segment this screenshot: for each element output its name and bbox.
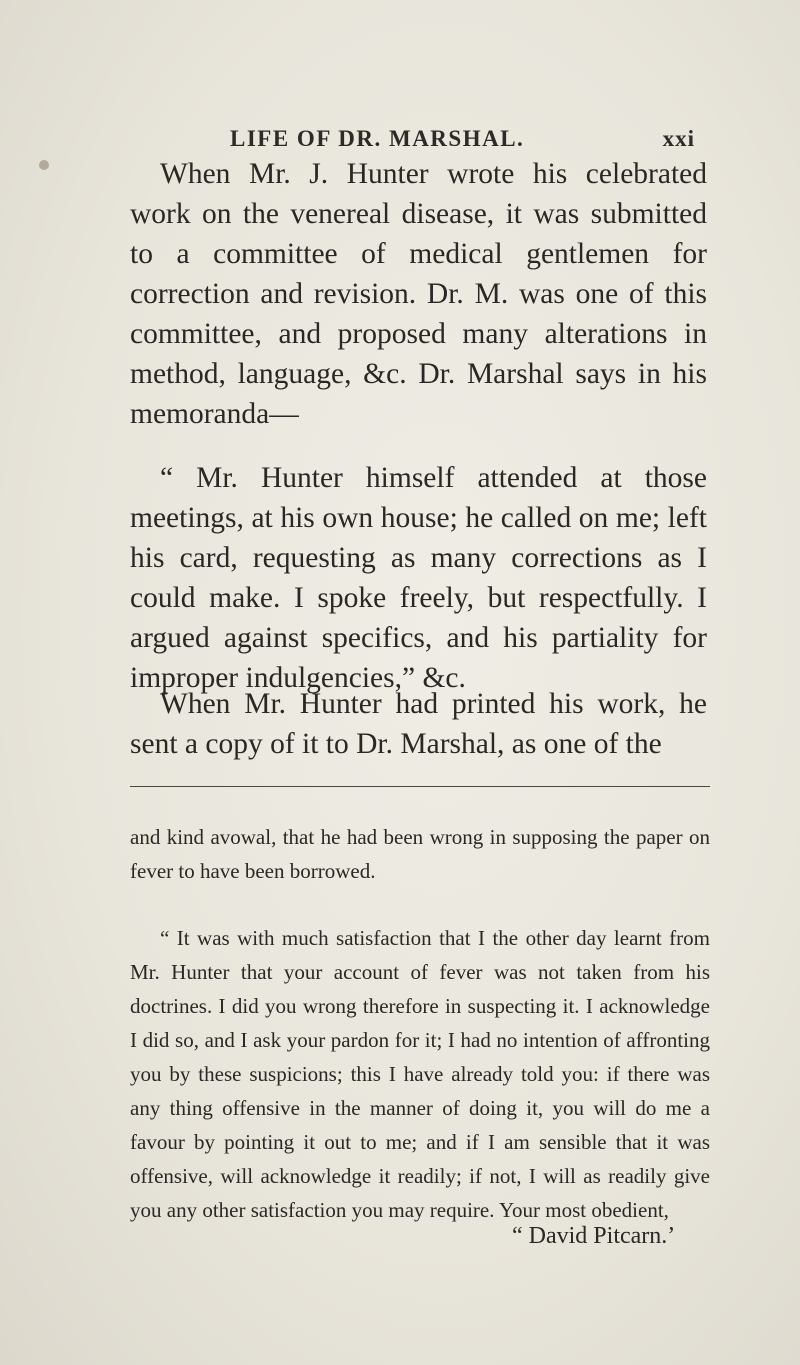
ink-blot [39,160,49,170]
paragraph-memoranda-quote: “ Mr. Hunter himself attended at those meetings, at his own house; he called on me; left his card, requesting as many corrections as I could make. I spoke freely, but respectfully. I argued against specifics, and his partiality for improper indulgencies,” &c. [130,462,707,694]
section-divider [130,786,710,787]
letter-signature: “ David Pitcarn.’ [512,1223,676,1249]
paragraph-hunter-committee: When Mr. J. Hunter wrote his celebrated work on the venereal disease, it was submitted to a committee of medical gentlemen for correction and revision. Dr. M. was one of this committee, and proposed many alterations in method, language, &c. Dr. Marshal says in his memoranda— [130,158,707,430]
paragraph-copy-sent: When Mr. Hunter had printed his work, he sent a copy of it to Dr. Marshal, as one of the [130,688,707,760]
running-title: LIFE OF DR. MARSHAL. [230,126,525,151]
paragraph-letter: “ It was with much satisfaction that I the other day learnt from Mr. Hunter that your account of fever was not taken from his doctrines. I did you wrong therefore in suspecting it. I acknowledge I did so, and I ask your pardon for it; I had no intention of affronting you by these suspicions; this I have already told you: if there was any thing offensive in the manner of doing it, you will do me a favour by pointing it out to me; and if I am sensible that it was offensive, will acknowledge it readily; if not, I will as readily give you any other satisfaction you may require. Your most obedient, [130,926,710,1222]
page-number: xxi [662,126,695,151]
paragraph-avowal: and kind avowal, that he had been wrong in supposing the paper on fever to have been borrowed. [130,825,710,883]
